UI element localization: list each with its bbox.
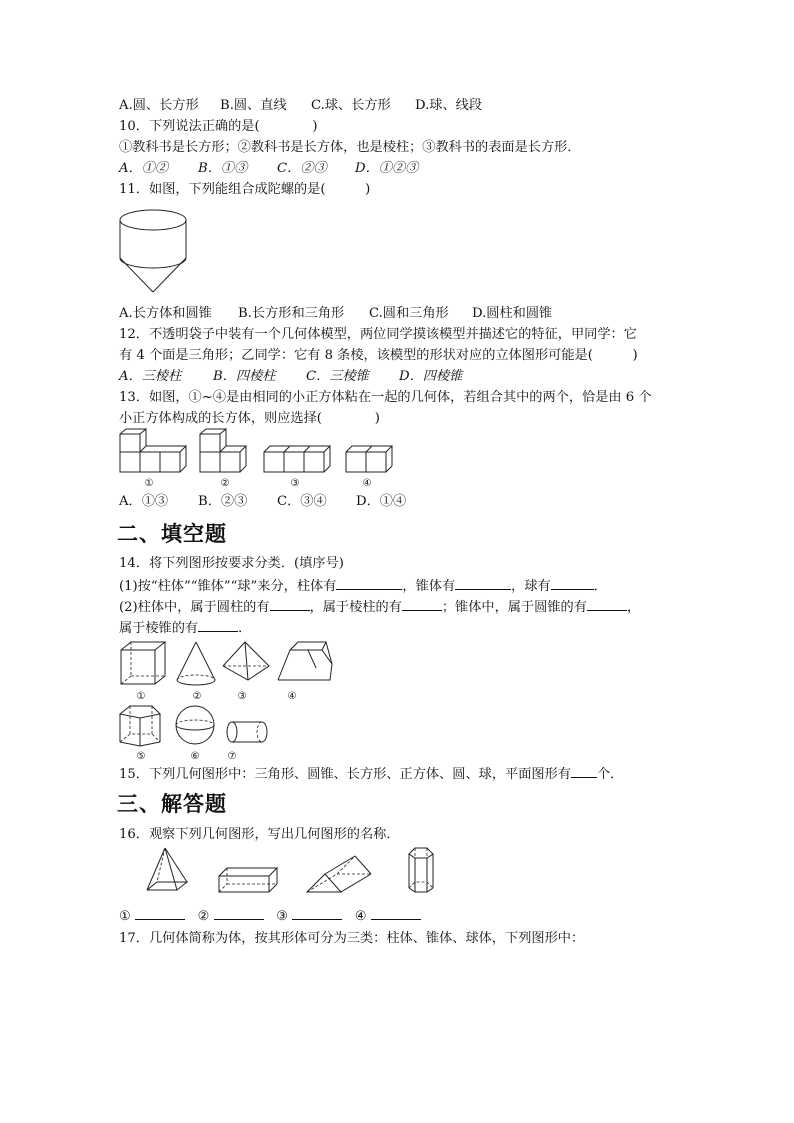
q14-blank-pyramid[interactable] [198, 618, 238, 632]
q14-label-7: ⑦ [227, 751, 237, 762]
cube-figure-1 [120, 429, 186, 472]
q13-figure-label-2: ② [220, 478, 230, 489]
q14-blank-prism-type[interactable] [402, 597, 442, 611]
q13-figure-label-4: ④ [362, 478, 372, 489]
q11-option-c: C.圆和三角形 [369, 306, 449, 321]
q13-option-d: D．①④ [356, 494, 407, 509]
cube-shape [121, 642, 165, 684]
q12-options [119, 368, 462, 386]
q16-blank-2[interactable] [214, 906, 264, 920]
q10-stem: 10．下列说法正确的是( ) [119, 119, 318, 134]
q9-option-a: A.圆、长方形 [119, 98, 199, 113]
q12-option-b: B．四棱柱 [213, 369, 276, 384]
q15-blank[interactable] [571, 764, 597, 778]
q14-line2: (1)按“柱体”“锥体”“球”来分，柱体有 ，锥体有 ，球有 ． [119, 576, 607, 596]
cube-figure-4 [346, 446, 392, 472]
q13-line2: 小正方体构成的长方体，则应选择( ) [119, 411, 380, 426]
q16-cuboid-shape [219, 868, 277, 892]
q10-option-c: C．②③ [277, 161, 327, 176]
q13-figure-label-3: ③ [290, 478, 300, 489]
q14-label-2: ② [192, 691, 202, 702]
section-3-title: 三、解答题 [117, 792, 227, 816]
q15: 15．下列几何图形中：三角形、圆锥、长方形、正方体、圆、球，平面图形有 个． [119, 764, 623, 784]
q14-blank-cylinder[interactable] [270, 597, 310, 611]
q14-label-1: ① [136, 691, 146, 702]
q13-option-c: C．③④ [277, 494, 327, 509]
q16-blank-1[interactable] [135, 906, 185, 920]
q11-option-d: D.圆柱和圆锥 [472, 306, 553, 321]
q16-label-2: ② [197, 909, 210, 924]
q12-option-d: D．四棱锥 [399, 369, 463, 384]
q16-triangular-prism-shape [307, 856, 371, 892]
q14-line3: (2)柱体中，属于圆柱的有 ，属于棱柱的有 ；锥体中，属于圆锥的有 ， [119, 597, 640, 617]
spinning-top-figure [118, 206, 190, 296]
q11-stem: 11．如图，下列能组合成陀螺的是( ) [119, 182, 371, 197]
q14-line4: 属于棱锥的有 ． [119, 618, 251, 638]
q16-hexagonal-prism-shape [409, 848, 433, 892]
cube-figure-2 [200, 429, 246, 472]
q11-option-a: A.长方体和圆锥 [119, 306, 212, 321]
q14-label-6: ⑥ [190, 751, 200, 762]
q10-option-a: A．①② [119, 161, 169, 176]
q16-answer-row [119, 906, 421, 926]
q16-label-4: ④ [354, 909, 367, 924]
cube-figures [118, 432, 398, 474]
q13-option-b: B．②③ [198, 494, 248, 509]
section-2-title: 二、填空题 [117, 522, 227, 546]
q9-options [119, 97, 482, 115]
frustum-shape [278, 642, 332, 680]
q11-options [119, 305, 552, 323]
q16-blank-3[interactable] [292, 906, 342, 920]
q9-option-d: D.球、线段 [415, 98, 483, 113]
pyramid-shape [223, 642, 269, 680]
q14-label-3: ③ [237, 691, 247, 702]
q14-figures-row2 [118, 704, 278, 752]
pentagonal-prism-shape [120, 706, 160, 746]
q13-figure-label-1: ① [144, 478, 154, 489]
q14-blank-cone[interactable] [455, 576, 511, 590]
q16-figures [145, 846, 445, 898]
q10-option-b: B．①③ [198, 161, 248, 176]
q14-blank-circular-cone[interactable] [587, 597, 627, 611]
q12-option-a: A．三棱柱 [119, 369, 182, 384]
cylinder-shape [227, 722, 267, 742]
q12-option-c: C．三棱锥 [306, 369, 369, 384]
q9-option-c: C.球、长方形 [311, 98, 391, 113]
cone-shape [177, 642, 215, 685]
q10-options [119, 160, 418, 178]
q16-blank-4[interactable] [371, 906, 421, 920]
q16-label-1: ① [119, 909, 131, 924]
q14-label-5: ⑤ [136, 751, 146, 762]
sphere-shape [176, 706, 214, 744]
q17-stem: 17．几何体简称为体，按其形体可分为三类：柱体、锥体、球体，下列图形中： [119, 931, 585, 946]
q14-line1: 14．将下列图形按要求分类．(填序号) [119, 556, 344, 571]
q14-blank-sphere[interactable] [551, 576, 594, 590]
q14-blank-prism[interactable] [336, 576, 402, 590]
q11-option-b: B.长方形和三角形 [238, 306, 345, 321]
q12-line1: 12．不透明袋子中装有一个几何体模型，两位同学摸该模型并描述它的特征，甲同学：它 [119, 327, 637, 342]
q10-option-d: D．①②③ [355, 161, 419, 176]
q14-label-4: ④ [287, 691, 297, 702]
q16-label-3: ③ [276, 909, 289, 924]
cube-figure-3 [264, 446, 330, 472]
q13-options [119, 493, 406, 511]
q13-option-a: A．①③ [119, 494, 169, 509]
q13-line1: 13．如图，①~④是由相同的小正方体粘在一起的几何体，若组合其中的两个，恰是由 6 个 [119, 390, 652, 405]
q12-line2: 有 4 个面是三角形；乙同学：它有 8 条棱，该模型的形状对应的立体图形可能是( ) [119, 348, 638, 363]
q9-option-b: B.圆、直线 [220, 98, 287, 113]
q14-figures-row1 [118, 640, 348, 692]
q16-stem: 16．观察下列几何图形，写出几何图形的名称． [119, 827, 400, 842]
q16-pyramid-shape [147, 848, 187, 890]
q10-statements: ①教科书是长方形；②教科书是长方体，也是棱柱；③教科书的表面是长方形． [119, 140, 581, 155]
